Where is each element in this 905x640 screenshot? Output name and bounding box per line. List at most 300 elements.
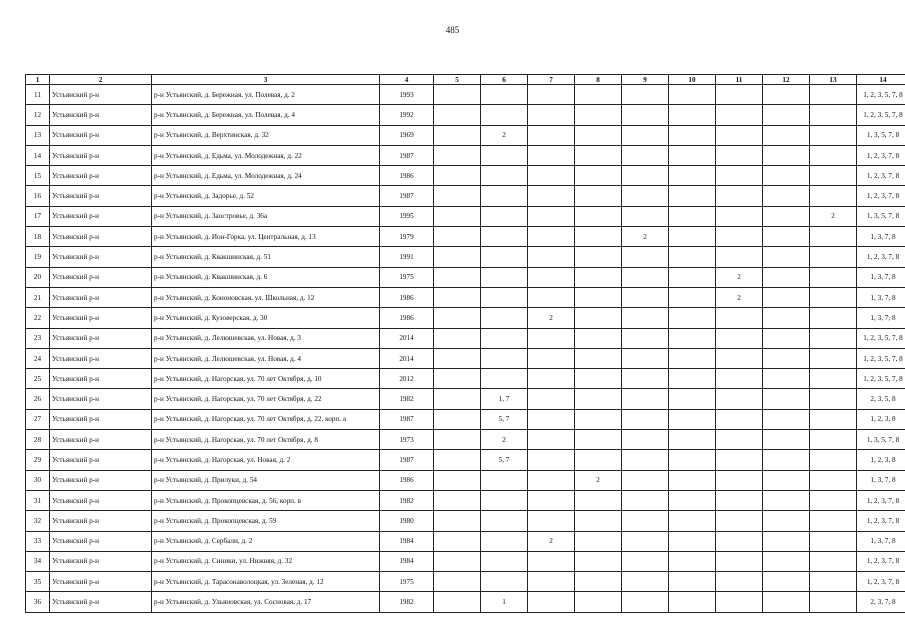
table-cell-col-7 bbox=[528, 490, 575, 510]
table-cell-col-6 bbox=[481, 267, 528, 287]
table-row bbox=[26, 551, 905, 571]
table-cell-col-11 bbox=[716, 227, 763, 247]
table-cell-col-8 bbox=[575, 348, 622, 368]
table-cell-col-6: 1 bbox=[481, 592, 528, 612]
table-cell-col-13 bbox=[810, 389, 857, 409]
table-row bbox=[26, 186, 905, 206]
table-cell-col-13 bbox=[810, 186, 857, 206]
table-cell-col-9 bbox=[622, 145, 669, 165]
table-cell-col-13 bbox=[810, 490, 857, 510]
table-row bbox=[26, 450, 905, 470]
table-cell-col-11 bbox=[716, 531, 763, 551]
table-cell-col-5 bbox=[434, 572, 481, 592]
table-cell-col-1: 36 bbox=[26, 592, 50, 612]
table-cell-col-14: 2, 3, 5, 8 bbox=[857, 389, 905, 409]
table-cell-col-6 bbox=[481, 287, 528, 307]
table-cell-col-6 bbox=[481, 105, 528, 125]
table-cell-col-5 bbox=[434, 348, 481, 368]
table-cell-col-10 bbox=[669, 308, 716, 328]
table-cell-col-2: Устьянский р-н bbox=[50, 470, 152, 490]
table-cell-col-5 bbox=[434, 85, 481, 105]
table-cell-col-12 bbox=[763, 592, 810, 612]
table-cell-col-9 bbox=[622, 470, 669, 490]
table-cell-col-6 bbox=[481, 348, 528, 368]
table-cell-col-9 bbox=[622, 125, 669, 145]
table-cell-col-5 bbox=[434, 430, 481, 450]
table-cell-col-1: 26 bbox=[26, 389, 50, 409]
table-cell-col-5 bbox=[434, 125, 481, 145]
table-cell-col-3: р-н Устьянский, д. Ион-Горка, ул. Центральная, д. 13 bbox=[152, 227, 380, 247]
table-cell-col-11: 2 bbox=[716, 287, 763, 307]
table-cell-col-3: р-н Устьянский, д. Кузоверская, д. 30 bbox=[152, 308, 380, 328]
table-cell-col-12 bbox=[763, 145, 810, 165]
table-cell-col-1: 22 bbox=[26, 308, 50, 328]
table-cell-col-7 bbox=[528, 450, 575, 470]
table-cell-col-12 bbox=[763, 105, 810, 125]
table-cell-col-10 bbox=[669, 186, 716, 206]
column-header-3: 3 bbox=[152, 75, 380, 85]
table-cell-col-14: 1, 3, 7, 8 bbox=[857, 470, 905, 490]
table-cell-col-8 bbox=[575, 166, 622, 186]
table-cell-col-5 bbox=[434, 227, 481, 247]
table-cell-col-4: 1986 bbox=[380, 166, 434, 186]
table-cell-col-4: 1984 bbox=[380, 531, 434, 551]
table-cell-col-9 bbox=[622, 85, 669, 105]
table-cell-col-8 bbox=[575, 227, 622, 247]
table-cell-col-9 bbox=[622, 369, 669, 389]
table-cell-col-12 bbox=[763, 206, 810, 226]
table-cell-col-4: 1975 bbox=[380, 572, 434, 592]
table-cell-col-5 bbox=[434, 186, 481, 206]
table-cell-col-14: 1, 2, 3, 7, 8 bbox=[857, 145, 905, 165]
table-cell-col-7 bbox=[528, 247, 575, 267]
table-cell-col-12 bbox=[763, 287, 810, 307]
table-cell-col-8 bbox=[575, 531, 622, 551]
table-cell-col-2: Устьянский р-н bbox=[50, 247, 152, 267]
table-cell-col-10 bbox=[669, 470, 716, 490]
table-cell-col-14: 1, 2, 3, 7, 8 bbox=[857, 186, 905, 206]
table-cell-col-7 bbox=[528, 430, 575, 450]
table-cell-col-4: 1982 bbox=[380, 490, 434, 510]
table-row bbox=[26, 531, 905, 551]
table-cell-col-1: 19 bbox=[26, 247, 50, 267]
table-cell-col-8 bbox=[575, 287, 622, 307]
table-cell-col-5 bbox=[434, 287, 481, 307]
table-cell-col-3: р-н Устьянский, д. Нагорская, ул. 70 лет Октября, д. 8 bbox=[152, 430, 380, 450]
table-cell-col-11 bbox=[716, 125, 763, 145]
table-cell-col-4: 1979 bbox=[380, 227, 434, 247]
table-cell-col-1: 32 bbox=[26, 511, 50, 531]
table-cell-col-13 bbox=[810, 166, 857, 186]
table-cell-col-3: р-н Устьянский, д. Прокопцевская, д. 56, корп. в bbox=[152, 490, 380, 510]
table-row bbox=[26, 166, 905, 186]
table-cell-col-1: 31 bbox=[26, 490, 50, 510]
table-cell-col-11 bbox=[716, 450, 763, 470]
table-cell-col-12 bbox=[763, 369, 810, 389]
table-row bbox=[26, 227, 905, 247]
table-cell-col-6 bbox=[481, 145, 528, 165]
column-header-9: 9 bbox=[622, 75, 669, 85]
table-row bbox=[26, 145, 905, 165]
table-cell-col-10 bbox=[669, 206, 716, 226]
table-cell-col-2: Устьянский р-н bbox=[50, 145, 152, 165]
table-cell-col-10 bbox=[669, 531, 716, 551]
table-cell-col-7 bbox=[528, 511, 575, 531]
table-cell-col-7 bbox=[528, 85, 575, 105]
table-cell-col-9 bbox=[622, 490, 669, 510]
table-cell-col-1: 25 bbox=[26, 369, 50, 389]
table-cell-col-1: 20 bbox=[26, 267, 50, 287]
table-cell-col-12 bbox=[763, 572, 810, 592]
table-cell-col-9 bbox=[622, 450, 669, 470]
table-cell-col-13: 2 bbox=[810, 206, 857, 226]
table-cell-col-12 bbox=[763, 328, 810, 348]
table-cell-col-10 bbox=[669, 125, 716, 145]
table-cell-col-2: Устьянский р-н bbox=[50, 267, 152, 287]
table-cell-col-13 bbox=[810, 125, 857, 145]
table-cell-col-1: 30 bbox=[26, 470, 50, 490]
table-cell-col-7 bbox=[528, 206, 575, 226]
table-cell-col-6 bbox=[481, 166, 528, 186]
table-cell-col-13 bbox=[810, 267, 857, 287]
table-cell-col-1: 21 bbox=[26, 287, 50, 307]
table-cell-col-13 bbox=[810, 531, 857, 551]
table-cell-col-12 bbox=[763, 470, 810, 490]
table-cell-col-1: 18 bbox=[26, 227, 50, 247]
table-cell-col-10 bbox=[669, 348, 716, 368]
table-cell-col-4: 1987 bbox=[380, 450, 434, 470]
table-cell-col-13 bbox=[810, 85, 857, 105]
table-cell-col-7 bbox=[528, 470, 575, 490]
table-cell-col-12 bbox=[763, 450, 810, 470]
column-header-5: 5 bbox=[434, 75, 481, 85]
table-cell-col-13 bbox=[810, 308, 857, 328]
table-cell-col-11 bbox=[716, 592, 763, 612]
table-cell-col-8: 2 bbox=[575, 470, 622, 490]
table-cell-col-8 bbox=[575, 572, 622, 592]
table-cell-col-11 bbox=[716, 409, 763, 429]
table-cell-col-12 bbox=[763, 125, 810, 145]
table-cell-col-5 bbox=[434, 551, 481, 571]
table-cell-col-1: 14 bbox=[26, 145, 50, 165]
table-cell-col-14: 1, 3, 7, 8 bbox=[857, 308, 905, 328]
table-cell-col-4: 2014 bbox=[380, 328, 434, 348]
table-cell-col-2: Устьянский р-н bbox=[50, 490, 152, 510]
table-row bbox=[26, 511, 905, 531]
table-row bbox=[26, 348, 905, 368]
table-cell-col-3: р-н Устьянский, д. Нагорская, ул. Новая, д. 2 bbox=[152, 450, 380, 470]
table-cell-col-12 bbox=[763, 490, 810, 510]
table-cell-col-6 bbox=[481, 470, 528, 490]
table-cell-col-1: 24 bbox=[26, 348, 50, 368]
table-cell-col-2: Устьянский р-н bbox=[50, 572, 152, 592]
table-cell-col-4: 2014 bbox=[380, 348, 434, 368]
table-cell-col-2: Устьянский р-н bbox=[50, 206, 152, 226]
table-cell-col-2: Устьянский р-н bbox=[50, 369, 152, 389]
table-cell-col-8 bbox=[575, 105, 622, 125]
table-cell-col-10 bbox=[669, 409, 716, 429]
table-cell-col-5 bbox=[434, 490, 481, 510]
table-cell-col-5 bbox=[434, 247, 481, 267]
table-cell-col-5 bbox=[434, 166, 481, 186]
table-cell-col-8 bbox=[575, 145, 622, 165]
table-cell-col-11 bbox=[716, 85, 763, 105]
table-cell-col-11 bbox=[716, 328, 763, 348]
table-cell-col-3: р-н Устьянский, д. Бережная, ул. Полевая, д. 4 bbox=[152, 105, 380, 125]
table-cell-col-2: Устьянский р-н bbox=[50, 511, 152, 531]
table-cell-col-13 bbox=[810, 287, 857, 307]
table-cell-col-11 bbox=[716, 389, 763, 409]
table-cell-col-5 bbox=[434, 105, 481, 125]
table-row bbox=[26, 206, 905, 226]
table-cell-col-5 bbox=[434, 450, 481, 470]
table-cell-col-9: 2 bbox=[622, 227, 669, 247]
table-cell-col-13 bbox=[810, 572, 857, 592]
table-cell-col-4: 1982 bbox=[380, 389, 434, 409]
table-cell-col-12 bbox=[763, 389, 810, 409]
table-cell-col-9 bbox=[622, 328, 669, 348]
table-cell-col-11 bbox=[716, 348, 763, 368]
table-row bbox=[26, 125, 905, 145]
table-cell-col-10 bbox=[669, 551, 716, 571]
column-header-7: 7 bbox=[528, 75, 575, 85]
table-cell-col-14: 1, 2, 3, 5, 7, 8 bbox=[857, 348, 905, 368]
table-cell-col-12 bbox=[763, 267, 810, 287]
table-cell-col-1: 13 bbox=[26, 125, 50, 145]
table-cell-col-2: Устьянский р-н bbox=[50, 551, 152, 571]
table-cell-col-6 bbox=[481, 227, 528, 247]
table-cell-col-13 bbox=[810, 145, 857, 165]
table-cell-col-1: 29 bbox=[26, 450, 50, 470]
table-cell-col-1: 27 bbox=[26, 409, 50, 429]
table-cell-col-10 bbox=[669, 267, 716, 287]
table-cell-col-13 bbox=[810, 430, 857, 450]
table-cell-col-13 bbox=[810, 247, 857, 267]
table-cell-col-12 bbox=[763, 186, 810, 206]
table-cell-col-7 bbox=[528, 105, 575, 125]
table-cell-col-8 bbox=[575, 267, 622, 287]
table-cell-col-4: 1969 bbox=[380, 125, 434, 145]
table-cell-col-11 bbox=[716, 551, 763, 571]
column-header-11: 11 bbox=[716, 75, 763, 85]
table-cell-col-13 bbox=[810, 592, 857, 612]
table-cell-col-5 bbox=[434, 389, 481, 409]
table-cell-col-13 bbox=[810, 551, 857, 571]
table-cell-col-5 bbox=[434, 592, 481, 612]
table-cell-col-2: Устьянский р-н bbox=[50, 105, 152, 125]
table-cell-col-7 bbox=[528, 409, 575, 429]
table-cell-col-4: 1993 bbox=[380, 85, 434, 105]
table-cell-col-11 bbox=[716, 470, 763, 490]
table-cell-col-3: р-н Устьянский, д. Едьма, ул. Молодежная, д. 24 bbox=[152, 166, 380, 186]
table-row bbox=[26, 592, 905, 612]
table-cell-col-10 bbox=[669, 450, 716, 470]
table-cell-col-6 bbox=[481, 531, 528, 551]
table-cell-col-7 bbox=[528, 328, 575, 348]
table-row bbox=[26, 85, 905, 105]
table-row bbox=[26, 470, 905, 490]
table-cell-col-7 bbox=[528, 592, 575, 612]
table-cell-col-9 bbox=[622, 511, 669, 531]
table-cell-col-8 bbox=[575, 511, 622, 531]
table-cell-col-8 bbox=[575, 247, 622, 267]
table-cell-col-8 bbox=[575, 389, 622, 409]
table-cell-col-11 bbox=[716, 145, 763, 165]
table-cell-col-7 bbox=[528, 186, 575, 206]
table-cell-col-6 bbox=[481, 490, 528, 510]
table-row bbox=[26, 572, 905, 592]
table-cell-col-13 bbox=[810, 369, 857, 389]
table-cell-col-10 bbox=[669, 105, 716, 125]
table-cell-col-14: 1, 3, 7, 8 bbox=[857, 227, 905, 247]
table-cell-col-2: Устьянский р-н bbox=[50, 450, 152, 470]
table-cell-col-5 bbox=[434, 369, 481, 389]
table-cell-col-1: 15 bbox=[26, 166, 50, 186]
table-cell-col-7 bbox=[528, 267, 575, 287]
table-cell-col-4: 1975 bbox=[380, 267, 434, 287]
table-row bbox=[26, 287, 905, 307]
page-number: 485 bbox=[445, 25, 460, 35]
table-row bbox=[26, 308, 905, 328]
table-cell-col-11 bbox=[716, 369, 763, 389]
table-cell-col-5 bbox=[434, 267, 481, 287]
table-cell-col-12 bbox=[763, 511, 810, 531]
table-cell-col-13 bbox=[810, 409, 857, 429]
table-cell-col-7 bbox=[528, 572, 575, 592]
table-cell-col-5 bbox=[434, 531, 481, 551]
table-cell-col-4: 2012 bbox=[380, 369, 434, 389]
table-cell-col-2: Устьянский р-н bbox=[50, 409, 152, 429]
table-cell-col-13 bbox=[810, 328, 857, 348]
table-cell-col-13 bbox=[810, 470, 857, 490]
table-cell-col-1: 28 bbox=[26, 430, 50, 450]
table-cell-col-9 bbox=[622, 409, 669, 429]
table-cell-col-7 bbox=[528, 551, 575, 571]
table-cell-col-14: 1, 3, 5, 7, 8 bbox=[857, 125, 905, 145]
table-cell-col-6 bbox=[481, 186, 528, 206]
table-cell-col-6 bbox=[481, 551, 528, 571]
table-cell-col-5 bbox=[434, 328, 481, 348]
table-cell-col-1: 11 bbox=[26, 85, 50, 105]
table-cell-col-3: р-н Устьянский, д. Едьма, ул. Молодежная, д. 22 bbox=[152, 145, 380, 165]
table-cell-col-3: р-н Устьянский, д. Задорье, д. 52 bbox=[152, 186, 380, 206]
table-cell-col-11 bbox=[716, 490, 763, 510]
table-cell-col-14: 1, 2, 3, 8 bbox=[857, 409, 905, 429]
table-cell-col-8 bbox=[575, 551, 622, 571]
column-header-10: 10 bbox=[669, 75, 716, 85]
table-cell-col-4: 1986 bbox=[380, 287, 434, 307]
table-cell-col-7: 2 bbox=[528, 531, 575, 551]
table-cell-col-11 bbox=[716, 430, 763, 450]
table-cell-col-11 bbox=[716, 247, 763, 267]
table-cell-col-12 bbox=[763, 308, 810, 328]
table-row bbox=[26, 409, 905, 429]
table-cell-col-8 bbox=[575, 430, 622, 450]
table-cell-col-9 bbox=[622, 430, 669, 450]
table-cell-col-10 bbox=[669, 166, 716, 186]
table-cell-col-2: Устьянский р-н bbox=[50, 186, 152, 206]
table-row bbox=[26, 247, 905, 267]
table-cell-col-5 bbox=[434, 470, 481, 490]
table-cell-col-4: 1987 bbox=[380, 186, 434, 206]
table-cell-col-7 bbox=[528, 389, 575, 409]
table-cell-col-8 bbox=[575, 369, 622, 389]
column-header-13: 13 bbox=[810, 75, 857, 85]
table-cell-col-2: Устьянский р-н bbox=[50, 227, 152, 247]
table-cell-col-9 bbox=[622, 186, 669, 206]
table-cell-col-9 bbox=[622, 572, 669, 592]
table-cell-col-11: 2 bbox=[716, 267, 763, 287]
table-cell-col-14: 1, 2, 3, 8 bbox=[857, 450, 905, 470]
table-cell-col-8 bbox=[575, 206, 622, 226]
table-cell-col-7: 2 bbox=[528, 308, 575, 328]
table-cell-col-3: р-н Устьянский, д. Заостровье, д. 36а bbox=[152, 206, 380, 226]
table-cell-col-6: 1, 7 bbox=[481, 389, 528, 409]
column-header-1: 1 bbox=[26, 75, 50, 85]
table-cell-col-1: 34 bbox=[26, 551, 50, 571]
table-cell-col-14: 1, 2, 3, 5, 7, 8 bbox=[857, 328, 905, 348]
table-cell-col-4: 1992 bbox=[380, 105, 434, 125]
table-cell-col-3: р-н Устьянский, д. Лелюшевская, ул. Новая, д. 3 bbox=[152, 328, 380, 348]
table-cell-col-4: 1986 bbox=[380, 308, 434, 328]
table-cell-col-3: р-н Устьянский, д. Квакшинская, д. 6 bbox=[152, 267, 380, 287]
table-cell-col-3: р-н Устьянский, д. Синики, ул. Нижняя, д. 32 bbox=[152, 551, 380, 571]
table-cell-col-6 bbox=[481, 511, 528, 531]
table-cell-col-14: 1, 3, 5, 7, 8 bbox=[857, 430, 905, 450]
table-cell-col-10 bbox=[669, 490, 716, 510]
table-cell-col-13 bbox=[810, 348, 857, 368]
table-cell-col-10 bbox=[669, 389, 716, 409]
table-cell-col-11 bbox=[716, 186, 763, 206]
column-header-6: 6 bbox=[481, 75, 528, 85]
table-cell-col-13 bbox=[810, 450, 857, 470]
table-cell-col-14: 1, 2, 3, 5, 7, 8 bbox=[857, 85, 905, 105]
table-cell-col-3: р-н Устьянский, д. Кононовская, ул. Школьная, д. 12 bbox=[152, 287, 380, 307]
table-cell-col-13 bbox=[810, 105, 857, 125]
table-row bbox=[26, 105, 905, 125]
column-header-2: 2 bbox=[50, 75, 152, 85]
table-cell-col-6: 2 bbox=[481, 125, 528, 145]
table-cell-col-11 bbox=[716, 105, 763, 125]
table-cell-col-12 bbox=[763, 409, 810, 429]
table-cell-col-14: 1, 2, 3, 5, 7, 8 bbox=[857, 105, 905, 125]
table-cell-col-12 bbox=[763, 85, 810, 105]
table-cell-col-6 bbox=[481, 206, 528, 226]
table-cell-col-2: Устьянский р-н bbox=[50, 430, 152, 450]
table-cell-col-12 bbox=[763, 247, 810, 267]
table-cell-col-10 bbox=[669, 85, 716, 105]
table-cell-col-8 bbox=[575, 592, 622, 612]
table-cell-col-14: 1, 2, 3, 7, 8 bbox=[857, 490, 905, 510]
table-cell-col-14: 1, 3, 7, 8 bbox=[857, 267, 905, 287]
table-cell-col-4: 1987 bbox=[380, 409, 434, 429]
table-cell-col-9 bbox=[622, 166, 669, 186]
table-cell-col-12 bbox=[763, 227, 810, 247]
table-cell-col-7 bbox=[528, 145, 575, 165]
table-cell-col-9 bbox=[622, 206, 669, 226]
table-cell-col-14: 1, 2, 3, 7, 8 bbox=[857, 166, 905, 186]
table-cell-col-11 bbox=[716, 572, 763, 592]
table-cell-col-14: 1, 3, 7, 8 bbox=[857, 287, 905, 307]
table-cell-col-3: р-н Устьянский, д. Квакшинская, д. 51 bbox=[152, 247, 380, 267]
table-cell-col-5 bbox=[434, 206, 481, 226]
table-cell-col-3: р-н Устьянский, д. Верхтинская, д. 32 bbox=[152, 125, 380, 145]
table-cell-col-1: 23 bbox=[26, 328, 50, 348]
table-cell-col-4: 1982 bbox=[380, 592, 434, 612]
column-header-14: 14 bbox=[857, 75, 905, 85]
table-cell-col-10 bbox=[669, 145, 716, 165]
table-cell-col-14: 2, 3, 7, 8 bbox=[857, 592, 905, 612]
